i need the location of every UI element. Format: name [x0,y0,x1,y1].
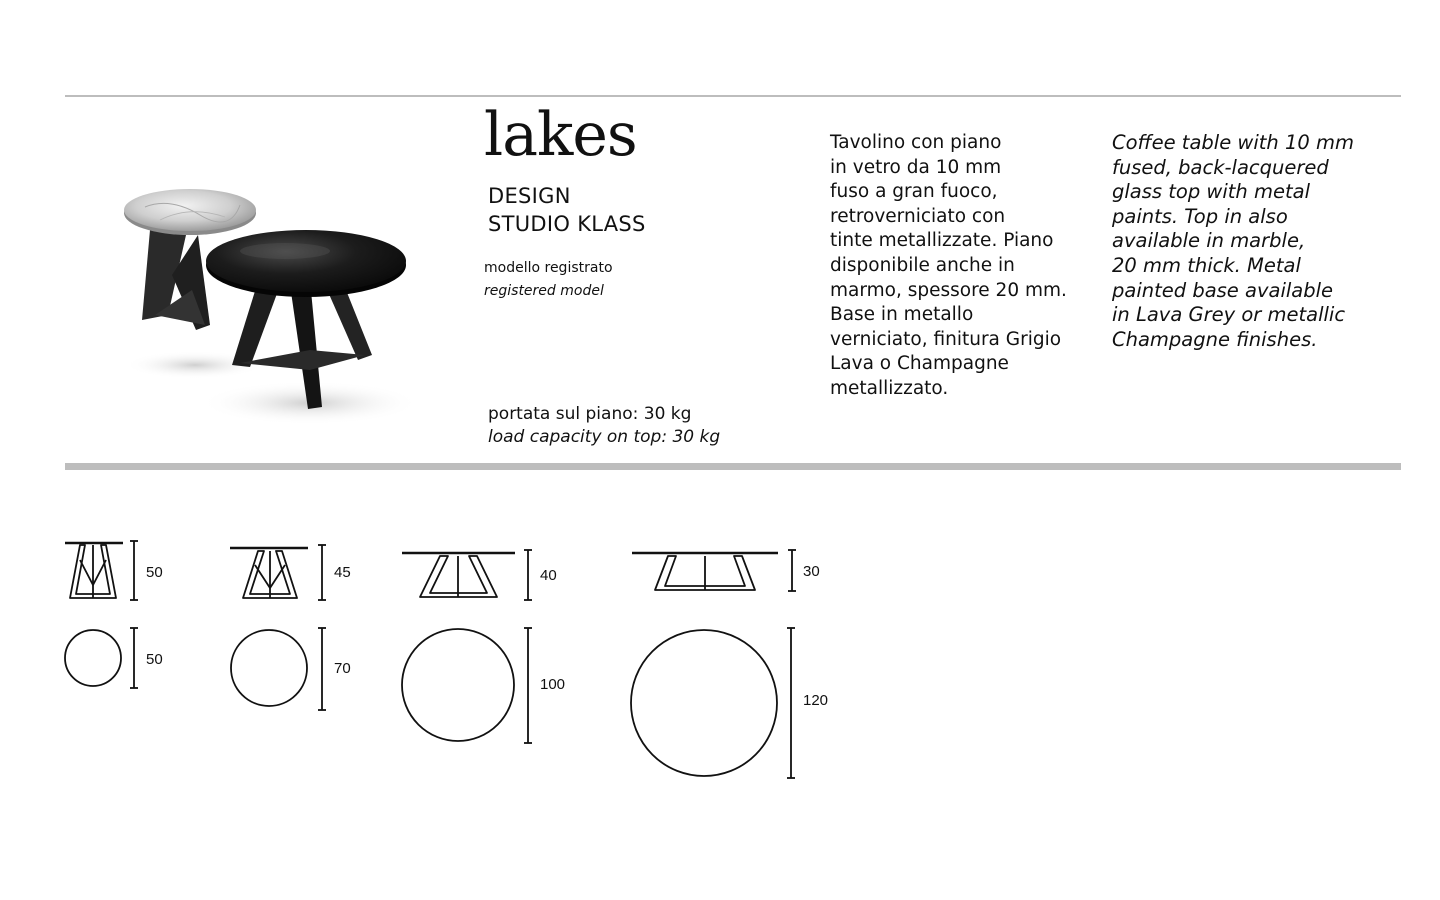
height-label-size-2: 45 [334,564,351,581]
description-it-line: verniciato, finitura Grigio [830,328,1062,350]
registered-en: registered model [484,283,604,299]
description-en-line: available in marble, [1112,229,1306,253]
description-it-line: in vetro da 10 mm [830,156,1002,178]
height-dimension-line-3 [524,550,532,600]
diameter-dimension-line-3 [524,628,532,743]
elevation-drawing-size-1 [65,543,123,598]
registered-it: modello registrato [484,260,613,276]
elevation-drawing-size-4 [632,553,778,590]
diameter-dimension-line-4 [787,628,795,778]
designer-line-2: STUDIO KLASS [488,212,646,236]
plan-drawing-size-4 [631,630,777,776]
elevation-drawing-size-3 [402,553,515,597]
height-dimension-line-2 [318,545,326,600]
diameter-label-size-3: 100 [540,676,566,693]
diameter-dimension-line-2 [318,628,326,710]
diameter-label-size-4: 120 [803,692,829,709]
description-it-line: disponibile anche in [830,254,1015,276]
elevation-drawing-size-2 [230,548,308,598]
plan-drawing-size-1 [65,630,121,686]
designer-line-1: DESIGN [488,184,571,208]
description-it-line: Base in metallo [830,304,974,326]
diameter-label-size-1: 50 [146,651,163,668]
description-en-line: painted base available [1112,278,1334,302]
description-en-line: Champagne finishes. [1112,327,1318,351]
height-label-size-1: 50 [146,564,163,581]
description-it-line: tinte metallizzate. Piano [830,230,1054,252]
description-en-line: glass top with metal [1112,180,1310,204]
height-dimension-line-4 [788,550,796,591]
description-en-line: paints. Top in also [1112,204,1288,228]
description-it-line: Tavolino con piano [830,132,1002,153]
description-it-line: fuso a gran fuoco, [830,181,998,203]
plan-drawing-size-2 [231,630,307,706]
height-label-size-4: 30 [803,563,820,580]
diameter-label-size-2: 70 [334,660,351,677]
product-title: lakes [484,100,637,170]
diameter-dimension-line-1 [130,628,138,688]
capacity-en: load capacity on top: 30 kg [488,427,721,447]
plan-drawing-size-3 [402,629,514,741]
description-en-line: Coffee table with 10 mm [1112,131,1354,154]
description-it-line: Lava o Champagne [830,353,1009,375]
capacity-it: portata sul piano: 30 kg [488,404,692,424]
description-it-line: marmo, spessore 20 mm. [830,279,1067,301]
description-en-line: 20 mm thick. Metal [1112,253,1301,277]
description-it-line: retroverniciato con [830,205,1006,227]
description-it-line: metallizzato. [830,377,949,399]
description-en-line: in Lava Grey or metallic [1112,303,1346,327]
description-en-line: fused, back-lacquered [1112,155,1329,179]
height-dimension-line-1 [130,541,138,600]
height-label-size-3: 40 [540,567,557,584]
